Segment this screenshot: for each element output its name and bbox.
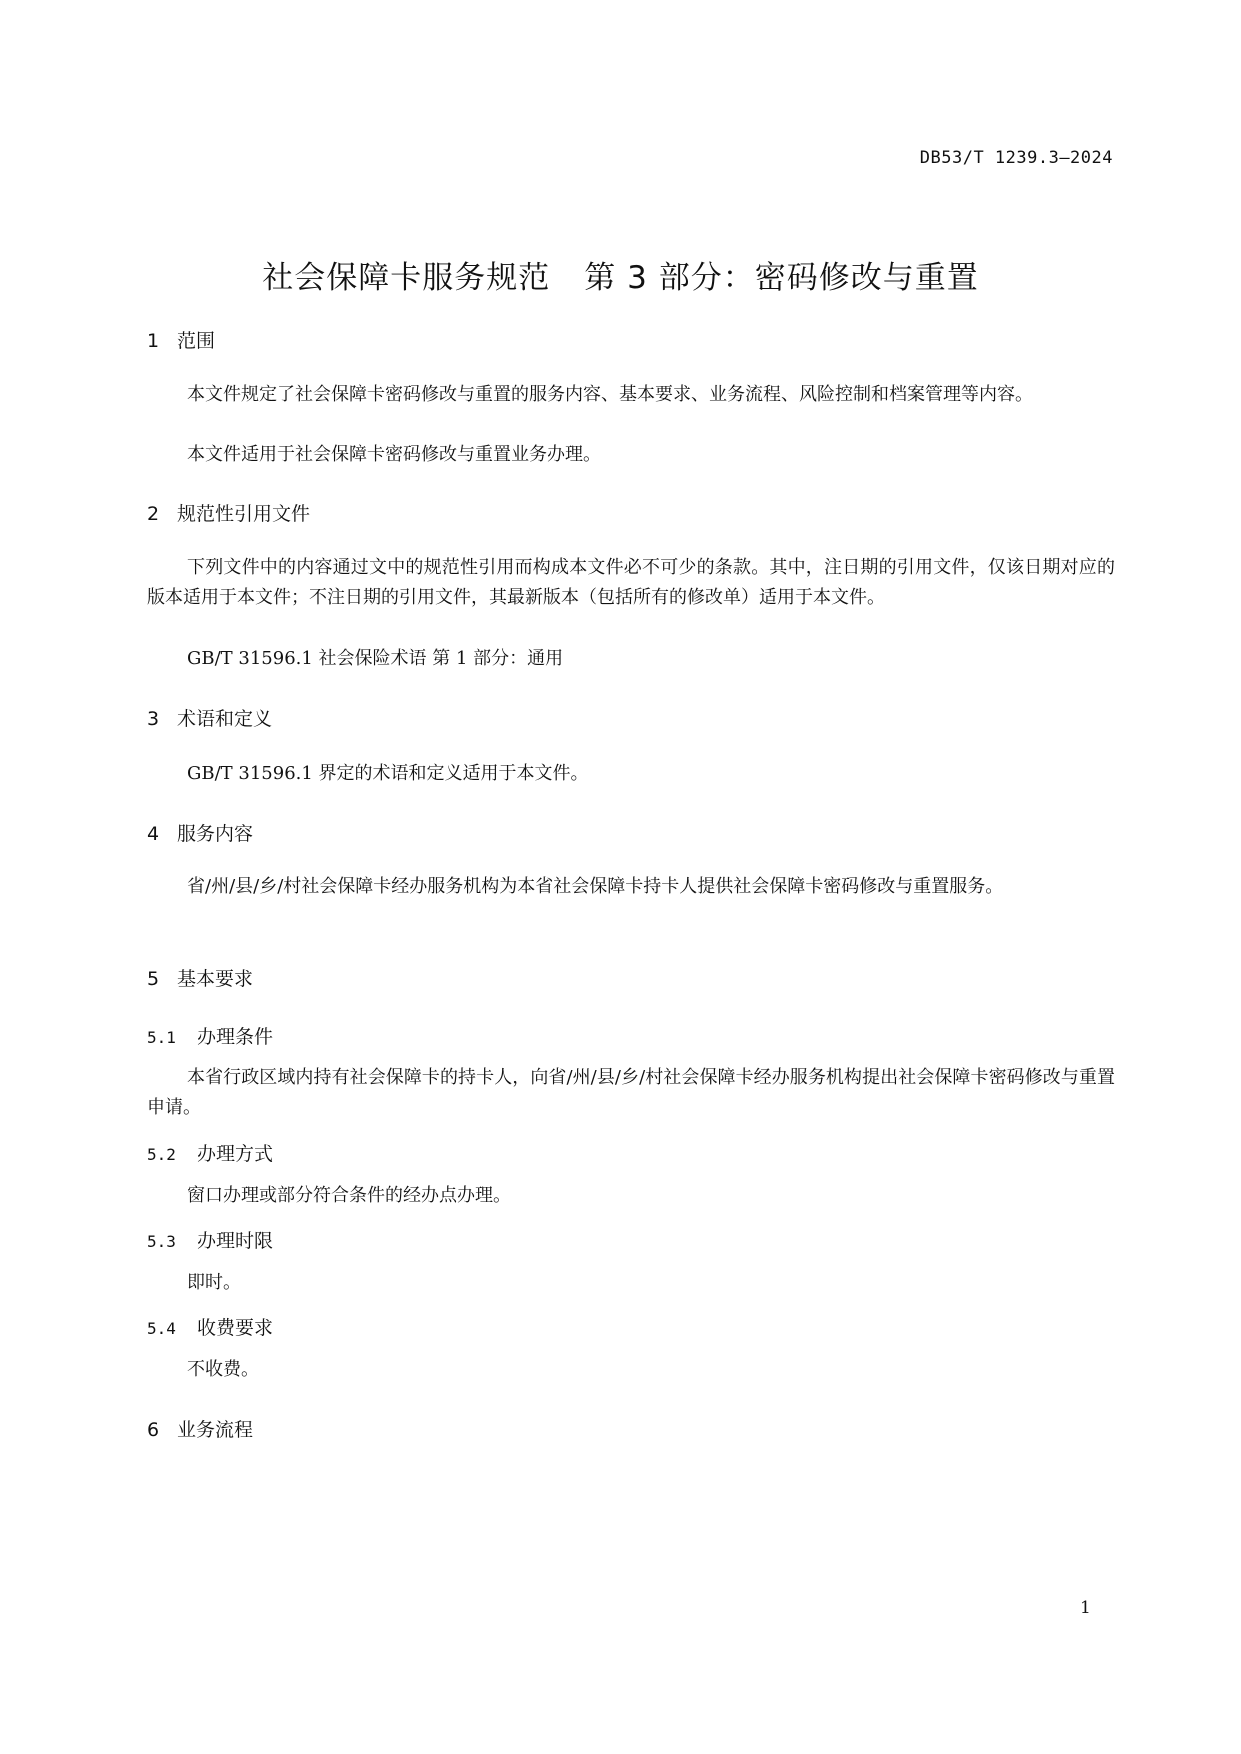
page-number: 1: [1080, 1598, 1091, 1618]
page-title: [0, 252, 1241, 297]
section-number: 3: [147, 708, 160, 730]
section-5-heading: [147, 964, 253, 991]
section-5-3-heading: [147, 1226, 273, 1253]
title-part: 第 3 部分：密码修改与重置: [584, 260, 979, 296]
section-title: 办理方式: [197, 1143, 274, 1165]
section-number: 2: [147, 503, 160, 525]
section-number: 1: [147, 330, 160, 352]
section-number: 4: [147, 823, 160, 845]
section-title: 收费要求: [197, 1317, 274, 1339]
section-6-heading: [147, 1415, 253, 1442]
section-3-heading: [147, 704, 272, 731]
section-title: 服务内容: [177, 823, 254, 845]
section-5-2-paragraph: 窗口办理或部分符合条件的经办点办理。: [187, 1185, 511, 1206]
section-1-paragraph-1: 本文件规定了社会保障卡密码修改与重置的服务内容、基本要求、业务流程、风险控制和档案管理等内容。: [187, 384, 1033, 405]
section-4-heading: [147, 819, 253, 846]
section-title: 基本要求: [177, 968, 254, 990]
section-number: 5.1: [147, 1028, 176, 1047]
section-5-3-paragraph: 即时。: [187, 1272, 241, 1293]
section-5-1-paragraph: 本省行政区域内持有社会保障卡的持卡人，向省/州/县/乡/村社会保障卡经办服务机构提出社会保障卡密码修改与重置申请。: [147, 1067, 1115, 1118]
section-title: 业务流程: [177, 1419, 254, 1441]
section-1-heading: [147, 326, 215, 353]
section-4-paragraph-1: 省/州/县/乡/村社会保障卡经办服务机构为本省社会保障卡持卡人提供社会保障卡密码修改与重置服务。: [187, 876, 1004, 897]
section-title: 办理时限: [197, 1230, 274, 1252]
section-5-4-heading: [147, 1313, 273, 1340]
section-title: 范围: [177, 330, 216, 352]
section-2-heading: [147, 499, 310, 526]
section-number: 5.4: [147, 1319, 176, 1338]
normative-reference: GB/T 31596.1 社会保险术语 第 1 部分：通用: [187, 648, 564, 669]
section-3-paragraph-1: GB/T 31596.1 界定的术语和定义适用于本文件。: [187, 763, 589, 784]
section-number: 6: [147, 1419, 160, 1441]
section-number: 5.3: [147, 1232, 176, 1251]
section-number: 5: [147, 968, 160, 990]
section-title: 规范性引用文件: [177, 503, 311, 525]
document-code: DB53/T 1239.3—2024: [919, 148, 1113, 168]
section-5-2-heading: [147, 1139, 273, 1166]
section-title: 办理条件: [197, 1026, 274, 1048]
section-number: 5.2: [147, 1145, 176, 1164]
section-5-4-paragraph: 不收费。: [187, 1359, 259, 1380]
section-5-1-heading: [147, 1022, 273, 1049]
title-main: 社会保障卡服务规范: [262, 260, 551, 296]
section-title: 术语和定义: [177, 708, 273, 730]
section-2-paragraph-1: 下列文件中的内容通过文中的规范性引用而构成本文件必不可少的条款。其中，注日期的引用文件，仅该日期对应的版本适用于本文件；不注日期的引用文件，其最新版本（包括所有的修改单）适用于本文件。: [147, 557, 1115, 608]
section-1-paragraph-2: 本文件适用于社会保障卡密码修改与重置业务办理。: [187, 444, 601, 465]
